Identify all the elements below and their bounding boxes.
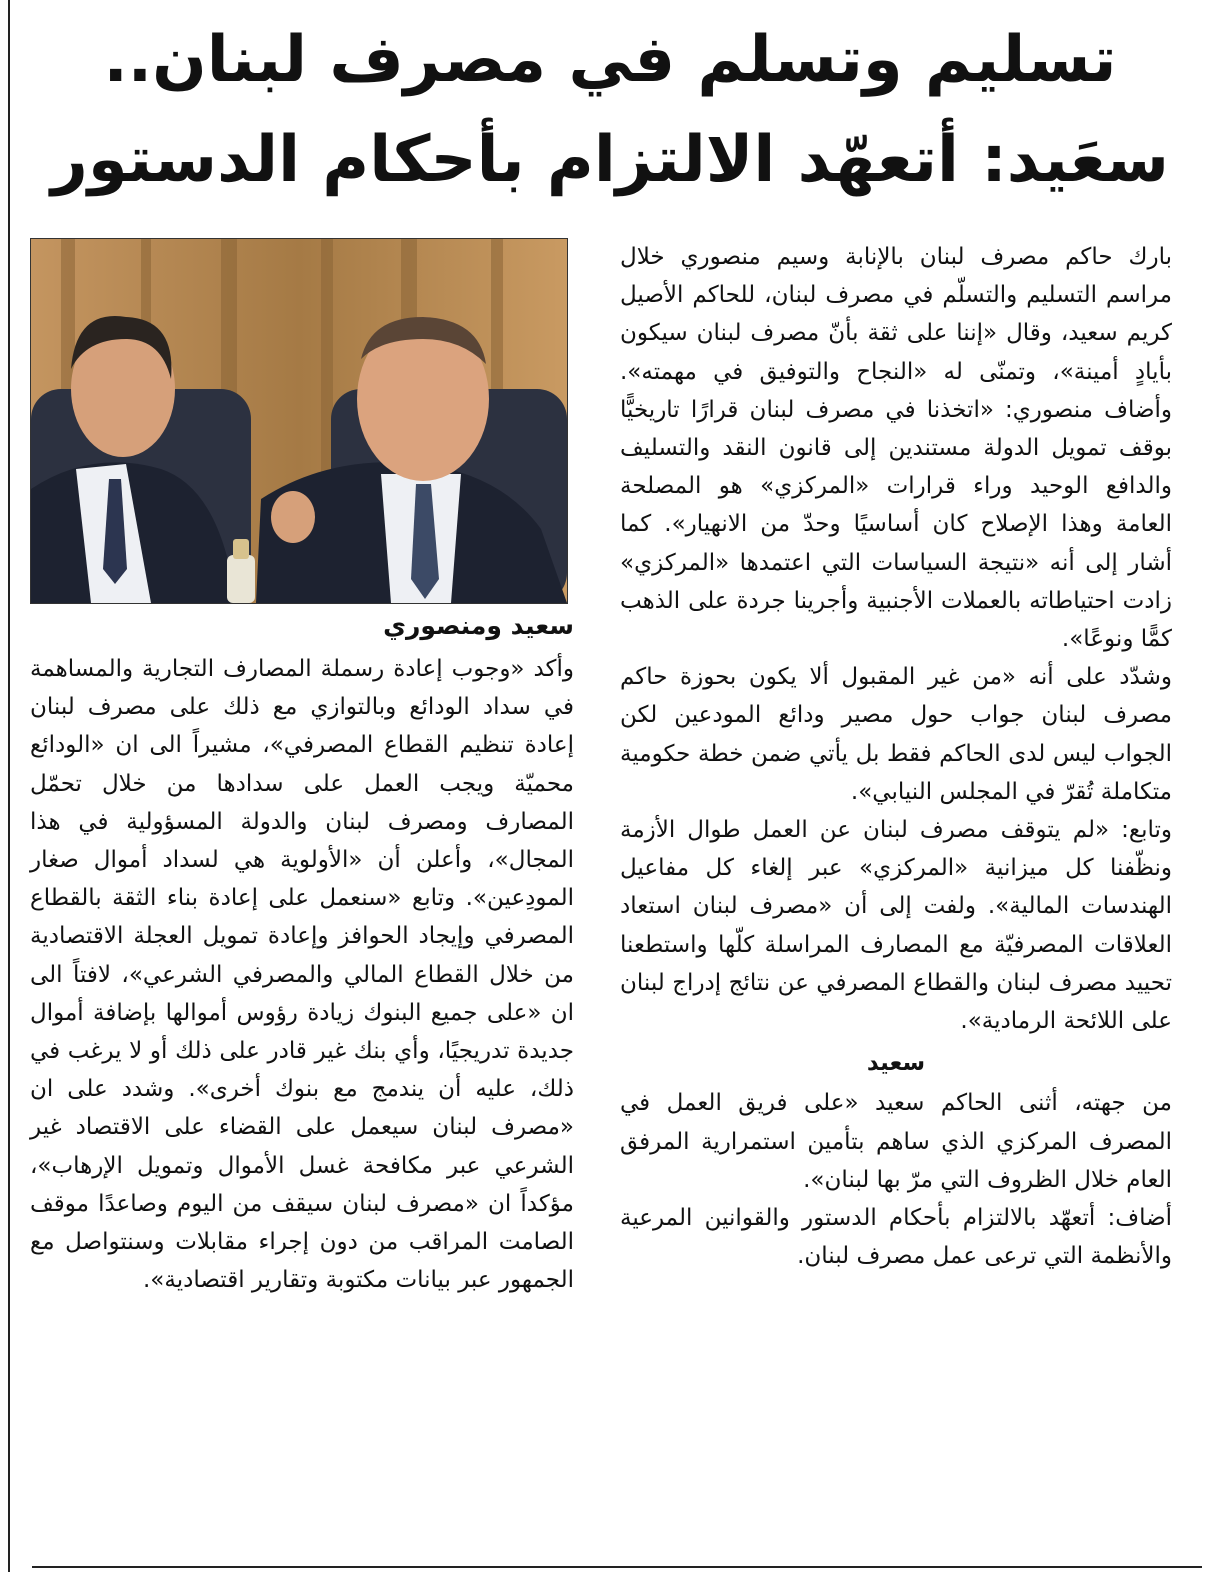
news-photo bbox=[30, 238, 568, 604]
article-right-column bbox=[620, 238, 1172, 1275]
paragraph: أضاف: أتعهّد بالالتزام بأحكام الدستور والقوانين المرعية والأنظمة التي ترعى عمل مصرف لبنان. bbox=[620, 1205, 1172, 1270]
paragraph: من جهته، أثنى الحاكم سعيد «على فريق العمل في المصرف المركزي الذي ساهم بتأمين استمرارية المرفق العام خلال الظروف التي مرّ بها لبنان». bbox=[620, 1090, 1172, 1193]
article-left-column bbox=[30, 650, 574, 1299]
headline-line-2: سعَيد: أتعهّد الالتزام بأحكام الدستور bbox=[51, 123, 1169, 197]
bottom-border-rule bbox=[32, 1566, 1202, 1568]
paragraph: وأكد «وجوب إعادة رسملة المصارف التجارية والمساهمة في سداد الودائع وبالتوازي مع ذلك على مصرف لبنان إعادة تنظيم القطاع المصرفي»، مشيراً الى ان «الودائع محميّة ويجب العمل على سدادها من خلال تحمّل المصارف ومصرف لبنان والدولة المسؤولية في هذا المجال»، وأعلن أن «الأولوية هي لسداد أموال صغار المودِعين». وتابع «سنعمل على إعادة بناء الثقة بالقطاع المصرفي وإيجاد الحوافز وإعادة تمويل العجلة الاقتصادية من خلال القطاع المالي والمصرفي الشرعي»، لافتاً الى ان «على جميع البنوك زيادة رؤوس أموالها بإضافة أموال جديدة تدريجيًا، وأي بنك غير قادر على ذلك أو لا يرغب في ذلك، عليه أن يندمج مع بنوك أخرى». وشدد على ان «مصرف لبنان سيعمل على القضاء على الاقتصاد غير الشرعي عبر مكافحة غسل الأموال وتمويل الإرهاب»، مؤكداً ان «مصرف لبنان سيقف من اليوم وصاعدًا موقف الصامت المراقب من دون إجراء مقابلات وسنتواصل مع الجمهور عبر بيانات مكتوبة وتقارير اقتصادية». bbox=[30, 656, 574, 1294]
paragraph: وشدّد على أنه «من غير المقبول ألا يكون بحوزة حاكم مصرف لبنان جواب حول مصير ودائع المودعين لكن الجواب ليس لدى الحاكم فقط بل يأتي ضمن خطة حكومية متكاملة تُقرّ في المجلس النيابي». bbox=[620, 664, 1172, 805]
photo-caption: سعيد ومنصوري bbox=[383, 611, 574, 640]
section-subheading: سعيد bbox=[866, 1050, 926, 1077]
left-border-rule bbox=[8, 0, 10, 1572]
paragraph: بارك حاكم مصرف لبنان بالإنابة وسيم منصوري خلال مراسم التسليم والتسلّم في مصرف لبنان، للحاكم الأصيل كريم سعيد، وقال «إننا على ثقة بأنّ مصرف لبنان سيكون بأيادٍ أمينة»، وتمنّى له «النجاح والتوفيق في مهمته». وأضاف منصوري: «اتخذنا في مصرف لبنان قرارًا تاريخيًّا بوقف تمويل الدولة مستندين إلى قانون النقد والتسليف والدافع الوحيد وراء قرارات «المركزي» هو المصلحة العامة وهذا الإصلاح كان أساسيًا وحدّ من الانهيار». كما أشار إلى أنه «نتيجة السياسات التي اعتمدها «المركزي» زادت احتياطاته بالعملات الأجنبية وأجرينا جردة على الذهب كمًّا ونوعًا». bbox=[620, 244, 1172, 653]
headline-line-1: تسليم وتسلم في مصرف لبنان.. bbox=[103, 23, 1117, 97]
headline bbox=[30, 8, 1190, 208]
photo-illustration bbox=[31, 239, 567, 603]
paragraph: وتابع: «لم يتوقف مصرف لبنان عن العمل طوال الأزمة ونظّفنا كل ميزانية «المركزي» عبر إلغاء كل مفاعيل الهندسات المالية». ولفت إلى أن «مصرف لبنان استعاد العلاقات المصرفيّة مع المصارف المراسلة كلّها واستطعنا تحييد مصرف لبنان والقطاع المصرفي عن نتائج إدراج لبنان على اللائحة الرمادية». bbox=[620, 817, 1172, 1035]
